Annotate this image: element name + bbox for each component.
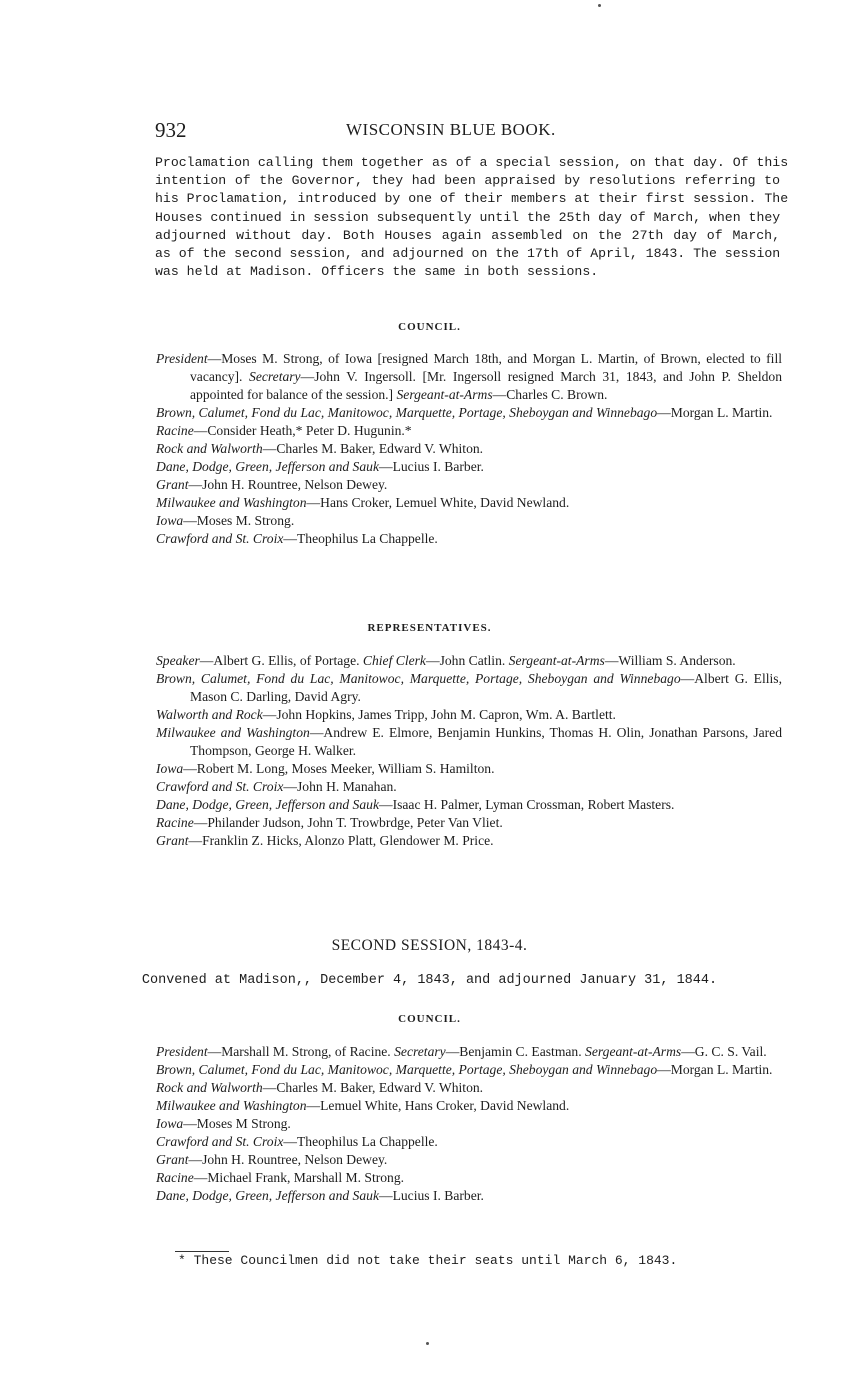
footnote-rule: [175, 1251, 229, 1252]
list-item: [156, 458, 782, 476]
entry-text: —Moses M. Strong, of Iowa [resigned March 18th, and Morgan L. Martin, of Brown, elected to fill vacancy].: [190, 351, 782, 384]
entry-label: Grant: [156, 833, 189, 848]
list-item: [156, 1151, 782, 1169]
list-item: [156, 494, 782, 512]
entry-label: Iowa: [156, 1116, 184, 1131]
entry-text: —Franklin Z. Hicks, Alonzo Platt, Glendower M. Price.: [188, 833, 494, 848]
entry-label: President: [156, 351, 208, 366]
entry-text: —Theophilus La Chappelle.: [283, 531, 438, 546]
representatives-list: [156, 652, 782, 850]
entry-text: —Charles C. Brown.: [492, 387, 608, 402]
entry-text: —Albert G. Ellis, of Portage.: [199, 653, 363, 668]
entry-label: Sergeant-at-Arms: [508, 653, 605, 668]
entry-text: —Theophilus La Chappelle.: [283, 1134, 438, 1149]
entry-label: Iowa: [156, 513, 184, 528]
entry-text: —G. C. S. Vail.: [681, 1044, 767, 1059]
intro-line: his Proclamation, introduced by one of their members at their first session. The: [155, 191, 789, 207]
entry-label: Grant: [156, 1152, 189, 1167]
entry-text: —Albert G. Ellis, Mason C. Darling, David Agry.: [190, 671, 782, 704]
list-item: [156, 1079, 782, 1097]
entry-text: —John H. Manahan.: [283, 779, 397, 794]
entry-label: Rock and Walworth: [156, 441, 263, 456]
list-item: [156, 832, 782, 850]
second-session-title: SECOND SESSION, 1843-4.: [331, 937, 528, 954]
entry-text: —Andrew E. Elmore, Benjamin Hunkins, Thomas H. Olin, Jonathan Parsons, Jared Thompson, George H. Walker.: [190, 725, 782, 758]
list-item: [156, 440, 782, 458]
list-item: [156, 814, 782, 832]
entry-text: —William S. Anderson.: [604, 653, 736, 668]
entry-text: —Lucius I. Barber.: [378, 1188, 484, 1203]
list-item: [156, 1133, 782, 1151]
list-item: [156, 1061, 782, 1079]
entry-label: Grant: [156, 477, 189, 492]
intro-line: adjourned without day. Both Houses again assembled on the 27th day of March,: [155, 227, 780, 243]
entry-text: —John Hopkins, James Tripp, John M. Capron, Wm. A. Bartlett.: [262, 707, 616, 722]
list-item: [156, 1115, 782, 1133]
entry-label: Racine: [156, 815, 194, 830]
list-item: [156, 670, 782, 706]
entry-label: Dane, Dodge, Green, Jefferson and Sauk: [156, 797, 379, 812]
convened-line: Convened at Madison,, December 4, 1843, and adjourned January 31, 1844.: [141, 973, 718, 988]
page-header: [155, 118, 780, 146]
entry-label: Crawford and St. Croix: [156, 779, 284, 794]
entry-label: Racine: [156, 423, 194, 438]
entry-label: Chief Clerk: [362, 653, 426, 668]
entry-text: —Benjamin C. Eastman.: [445, 1044, 586, 1059]
entry-label: Milwaukee and Washington: [156, 495, 307, 510]
entry-label: Secretary: [394, 1044, 446, 1059]
entry-text: —Morgan L. Martin.: [657, 1062, 773, 1077]
intro-line: Proclamation calling them together as of a special session, on that day. Of this: [155, 155, 789, 170]
list-item: [156, 512, 782, 530]
entry-label: Milwaukee and Washington: [156, 725, 310, 740]
entry-label: Iowa: [156, 761, 184, 776]
intro-line: Houses continued in session subsequently until the 25th day of March, when they: [155, 209, 781, 225]
entry-text: —Charles M. Baker, Edward V. Whiton.: [262, 1080, 484, 1095]
list-item: [156, 530, 782, 548]
intro-line: was held at Madison. Officers the same in both sessions.: [155, 264, 599, 280]
entry-text: —John H. Rountree, Nelson Dewey.: [188, 1152, 388, 1167]
entry-text: —Marshall M. Strong, of Racine.: [207, 1044, 395, 1059]
entry-label: Sergeant-at-Arms: [585, 1044, 682, 1059]
entry-label: Walworth and Rock: [156, 707, 263, 722]
running-head: WISCONSIN BLUE BOOK.: [346, 120, 556, 139]
entry-text: —John H. Rountree, Nelson Dewey.: [188, 477, 388, 492]
entry-text: —Isaac H. Palmer, Lyman Crossman, Robert Masters.: [378, 797, 675, 812]
entry-label: Secretary: [249, 369, 301, 384]
entry-label: Sergeant-at-Arms: [396, 387, 493, 402]
entry-text: —Michael Frank, Marshall M. Strong.: [193, 1170, 405, 1185]
entry-text: —Hans Croker, Lemuel White, David Newland.: [306, 495, 570, 510]
council-list: [156, 350, 782, 548]
entry-label: President: [156, 1044, 208, 1059]
entry-label: Crawford and St. Croix: [156, 1134, 284, 1149]
list-item: [156, 476, 782, 494]
entry-text: —Charles M. Baker, Edward V. Whiton.: [262, 441, 484, 456]
entry-label: Dane, Dodge, Green, Jefferson and Sauk: [156, 459, 379, 474]
list-item: [156, 1097, 782, 1115]
entry-label: Brown, Calumet, Fond du Lac, Manitowoc, Marquette, Portage, Sheboygan and Winnebago: [156, 1062, 658, 1077]
list-item: [156, 724, 782, 760]
list-item: [156, 760, 782, 778]
second-session-council-list: [156, 1043, 782, 1205]
scan-speck: [426, 1342, 429, 1345]
entry-label: Rock and Walworth: [156, 1080, 263, 1095]
council-heading: COUNCIL.: [398, 321, 461, 333]
entry-label: Milwaukee and Washington: [156, 1098, 307, 1113]
list-item: [156, 652, 782, 670]
list-item: [156, 404, 782, 422]
footnote: * These Councilmen did not take their seats until March 6, 1843.: [178, 1253, 678, 1268]
entry-text: —John V. Ingersoll. [Mr. Ingersoll resigned March 31, 1843, and John P. Sheldon appointed for balance of the session.]: [190, 369, 782, 402]
scan-speck: [598, 4, 601, 7]
list-item: [156, 350, 782, 404]
entry-text: —Lucius I. Barber.: [378, 459, 484, 474]
list-item: [156, 1043, 782, 1061]
list-item: [156, 1169, 782, 1187]
entry-text: —Consider Heath,* Peter D. Hugunin.*: [193, 423, 412, 438]
entry-text: —Philander Judson, John T. Trowbrdge, Peter Van Vliet.: [193, 815, 503, 830]
entry-text: —Lemuel White, Hans Croker, David Newland.: [306, 1098, 570, 1113]
list-item: [156, 1187, 782, 1205]
entry-text: —John Catlin.: [425, 653, 509, 668]
entry-text: —Moses M. Strong.: [183, 513, 295, 528]
list-item: [156, 706, 782, 724]
list-item: [156, 778, 782, 796]
entry-label: Dane, Dodge, Green, Jefferson and Sauk: [156, 1188, 379, 1203]
intro-line: as of the second session, and adjourned on the 17th of April, 1843. The session: [155, 246, 781, 262]
entry-label: Brown, Calumet, Fond du Lac, Manitowoc, Marquette, Portage, Sheboygan and Winnebago: [156, 405, 658, 420]
council-heading-second-session: COUNCIL.: [398, 1013, 461, 1025]
entry-text: —Moses M Strong.: [183, 1116, 291, 1131]
intro-line: intention of the Governor, they had been appraised by resolutions referring to: [155, 173, 780, 189]
entry-label: Crawford and St. Croix: [156, 531, 284, 546]
entry-text: —Robert M. Long, Moses Meeker, William S. Hamilton.: [183, 761, 495, 776]
entry-text: —Morgan L. Martin.: [657, 405, 773, 420]
intro-paragraph: [155, 154, 789, 281]
list-item: [156, 796, 782, 814]
list-item: [156, 422, 782, 440]
page-number: 932: [155, 118, 187, 142]
entry-label: Speaker: [156, 653, 200, 668]
entry-label: Brown, Calumet, Fond du Lac, Manitowoc, Marquette, Portage, Sheboygan and Winnebago: [156, 671, 681, 686]
entry-label: Racine: [156, 1170, 194, 1185]
representatives-heading: REPRESENTATIVES.: [367, 622, 492, 634]
